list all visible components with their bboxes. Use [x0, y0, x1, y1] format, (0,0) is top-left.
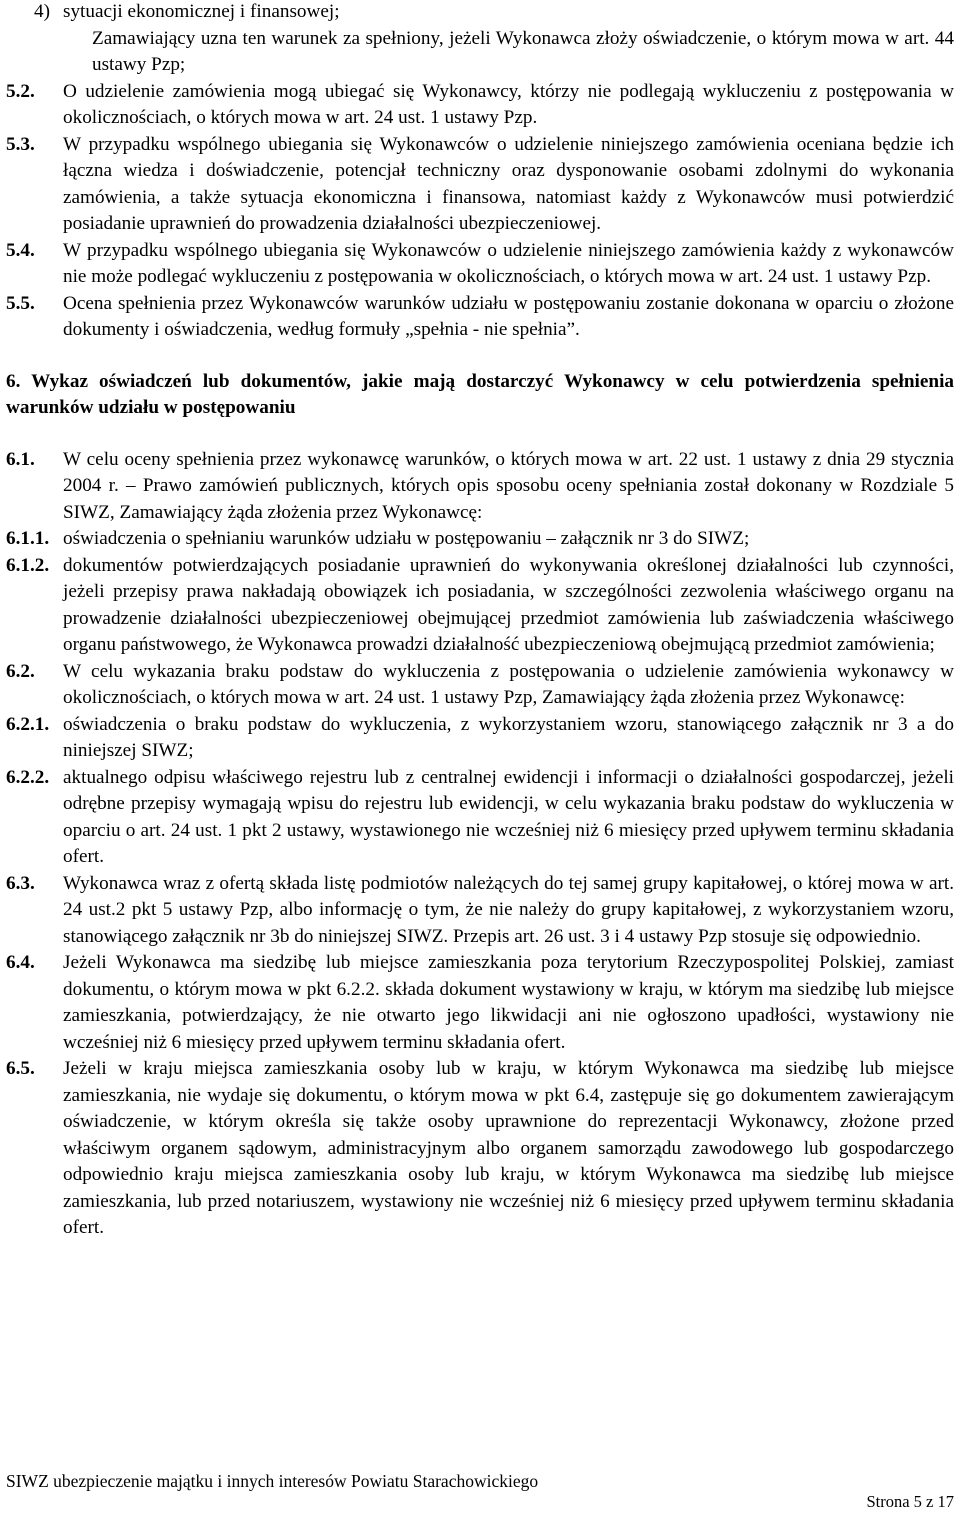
paragraph-6-2-2 [6, 765, 954, 871]
paragraph-5-3 [6, 132, 954, 238]
paragraph-number: 5.5. [6, 292, 35, 314]
paragraph-text: aktualnego odpisu właściwego rejestru lub z centralnej ewidencji i informacji o działalności gospodarczej, jeżeli odrębne przepisy wymagają wpisu do rejestru lub ewidencji, w celu wykazania braku podstaw do wykluczenia w oparciu o art. 24 ust. 1 pkt 2 ustawy, wystawionego nie wcześniej niż 6 miesięcy przed upływem terminu składania ofert. [63, 766, 954, 867]
paragraph-6-1 [6, 447, 954, 527]
paragraph-text: W przypadku wspólnego ubiegania się Wykonawców o udzielenie niniejszego zamówienia oceniana będzie ich łączna wiedza i doświadczenie, potencjał techniczny oraz dysponowanie osobami zdolnymi do wykonania zamówienia, a także sytuacja ekonomiczna i finansowa, natomiast każdy z Wykonawców musi potwierdzić posiadanie uprawnień do prowadzenia działalności ubezpieczeniowej. [63, 133, 954, 234]
paragraph-text: oświadczenia o braku podstaw do wykluczenia, z wykorzystaniem wzoru, stanowiącego załącznik nr 3 a do niniejszej SIWZ; [63, 713, 954, 761]
paragraph-text: oświadczenia o spełnianiu warunków udziału w postępowaniu – załącznik nr 3 do SIWZ; [63, 528, 750, 549]
paragraph-number: 5.4. [6, 239, 35, 261]
paragraph-text: Wykonawca wraz z ofertą składa listę podmiotów należących do tej samej grupy kapitałowej, o której mowa w art. 24 ust.2 pkt 5 ustawy Pzp, albo informację o tym, że nie należy do grupy kapitałowej, z wykorzystaniem wzoru, stanowiącego załącznik nr 3b do niniejszej SIWZ. Przepis art. 26 ust. 3 i 4 ustawy Pzp stosuje się odpowiednio. [63, 872, 954, 947]
paragraph-6-3 [6, 871, 954, 951]
paragraph-number: 6.1.1. [6, 528, 50, 549]
paragraph-number: 6.1.2. [6, 554, 50, 576]
paragraph-number: 6.2.1. [6, 713, 50, 735]
paragraph-5-5 [6, 291, 954, 344]
item-4-number: 4) [34, 1, 50, 22]
paragraph-text: dokumentów potwierdzających posiadanie uprawnień do wykonywania określonej działalności lub czynności, jeżeli przepisy prawa nakładają obowiązek ich posiadania, w szczególności zezwolenia właściwego organu na prowadzenie działalności ubezpieczeniowej obejmującej przedmiot zamówienia lub zaświadczenia właściwego organu państwowego, że Wykonawca prowadzi działalność ubezpieczeniową obejmującą przedmiot zamówienia; [63, 554, 954, 655]
paragraph-text: W celu wykazania braku podstaw do wykluczenia z postępowania o udzielenie zamówienia wykonawcy w okolicznościach, o których mowa w art. 24 ust. 1 ustawy Pzp, Zamawiający żąda złożenia przez Wykonawcę: [63, 660, 954, 708]
paragraph-text: O udzielenie zamówienia mogą ubiegać się Wykonawcy, którzy nie podlegają wykluczeniu z postępowania w okolicznościach, o których mowa w art. 24 ust. 1 ustawy Pzp. [63, 80, 954, 128]
paragraph-number: 6.3. [6, 872, 35, 894]
paragraph-number: 6.2. [6, 660, 35, 682]
paragraph-text: W celu oceny spełnienia przez wykonawcę warunków, o których mowa w art. 22 ust. 1 ustawy z dnia 29 stycznia 2004 r. – Prawo zamówień publicznych, których opis sposobu oceny spełniania został dokonany w Rozdziale 5 SIWZ, Zamawiający żąda złożenia przez Wykonawcę: [63, 448, 954, 523]
paragraph-number: 6.1. [6, 448, 35, 470]
paragraph-6-5 [6, 1056, 954, 1242]
section-6-heading: 6. Wykaz oświadczeń lub dokumentów, jakie mają dostarczyć Wykonawcy w celu potwierdzenia spełnienia warunków udziału w postępowaniu [6, 370, 954, 418]
footer-page-number: Strona 5 z 17 [866, 1492, 954, 1511]
item-4-text: sytuacji ekonomicznej i finansowej; [63, 1, 340, 22]
paragraph-text: Jeżeli w kraju miejsca zamieszkania osoby lub w kraju, w którym Wykonawca ma siedzibę lub miejsce zamieszkania, nie wydaje się dokumentu, o którym mowa w pkt 6.4, zastępuje się go dokumentem zawierającym oświadczenie, w którym określa się także osoby uprawnione do reprezentacji Wykonawcy, złożone przed właściwym organem sądowym, administracyjnym albo organem samorządu zawodowego lub gospodarczego odpowiednio kraju miejsca zamieszkania osoby lub kraju, w którym Wykonawca ma siedzibę lub miejsce zamieszkania, lub przed notariuszem, wystawiony nie wcześniej niż 6 miesięcy przed upływem terminu składania ofert. [63, 1058, 954, 1238]
paragraph-5-4 [6, 238, 954, 291]
paragraph-6-1-1 [6, 526, 954, 553]
paragraph-6-1-2 [6, 553, 954, 659]
item-4-condition: Zamawiający uzna ten warunek za spełniony, jeżeli Wykonawca złoży oświadczenie, o którym mowa w art. 44 ustawy Pzp; [92, 27, 954, 75]
footer-document-title: SIWZ ubezpieczenie majątku i innych interesów Powiatu Starachowickiego [6, 1471, 539, 1491]
paragraph-5-2 [6, 79, 954, 132]
item-4 [6, 0, 954, 79]
paragraph-number: 6.5. [6, 1058, 35, 1079]
paragraph-number: 5.3. [6, 133, 35, 155]
paragraph-number: 6.2.2. [6, 766, 50, 788]
paragraph-text: Jeżeli Wykonawca ma siedzibę lub miejsce zamieszkania poza terytorium Rzeczypospolitej Polskiej, zamiast dokumentu, o którym mowa w pkt 6.2.2. składa dokument wystawiony w kraju, w którym ma siedzibę lub miejsce zamieszkania, potwierdzający, że nie otwarto jego likwidacji ani nie ogłoszono upadłości, wystawiony nie wcześniej niż 6 miesięcy przed upływem terminu składania ofert. [63, 952, 954, 1053]
paragraph-number: 6.4. [6, 952, 35, 973]
paragraph-text: Ocena spełnienia przez Wykonawców warunków udziału w postępowaniu zostanie dokonana w oparciu o złożone dokumenty i oświadczenia, według formuły „spełnia - nie spełnia”. [63, 292, 954, 340]
paragraph-number: 5.2. [6, 80, 35, 102]
paragraph-text: W przypadku wspólnego ubiegania się Wykonawców o udzielenie niniejszego zamówienia każdy z wykonawców nie może podlegać wykluczeniu z postępowania w okolicznościach, o których mowa w art. 24 ust. 1 ustawy Pzp. [63, 239, 954, 287]
paragraph-6-4 [6, 950, 954, 1056]
paragraph-6-2 [6, 659, 954, 712]
paragraph-6-2-1 [6, 712, 954, 765]
